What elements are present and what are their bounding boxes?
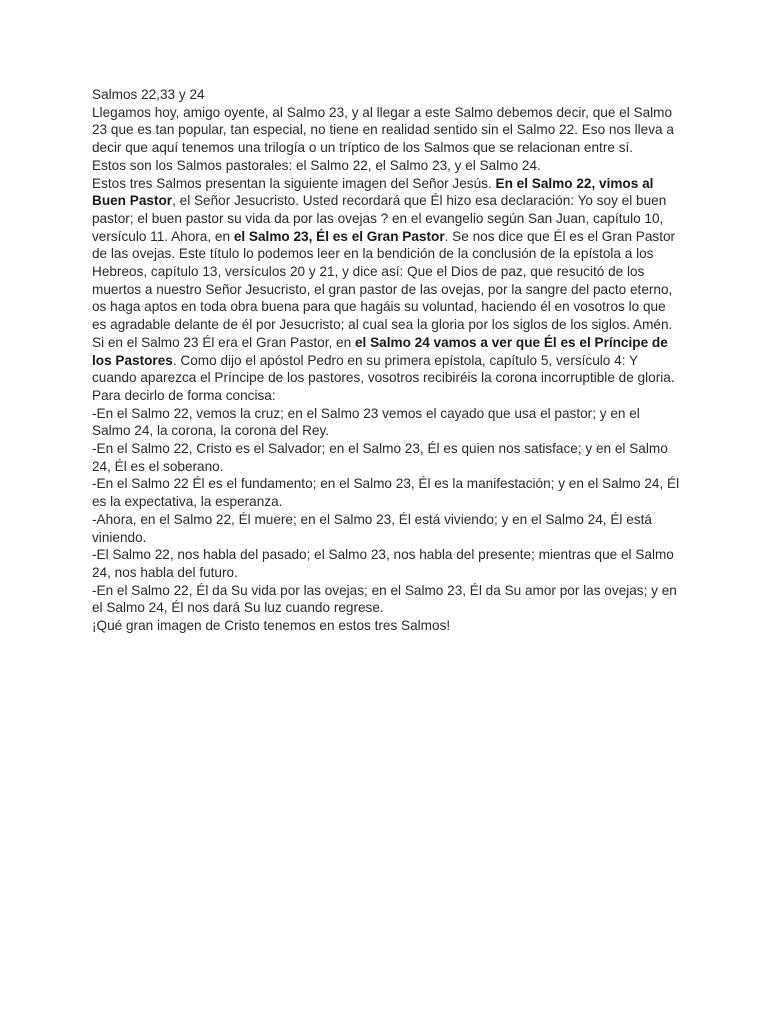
paragraph-three-psalms — [92, 175, 682, 387]
list-item: -El Salmo 22, nos habla del pasado; el Salmo 23, nos habla del presente; mientras que el Salmo 24, nos habla del futuro. — [92, 547, 674, 580]
bold-text-great-shepherd: el Salmo 23, Él es el Gran Pastor — [233, 228, 445, 244]
list-item: -En el Salmo 22 Él es el fundamento; en el Salmo 23, Él es la manifestación; y en el Salmo 24, Él es la expectativa, la esperanza. — [92, 476, 680, 510]
list-item: -En el Salmo 22, Él da Su vida por las ovejas; en el Salmo 23, Él da Su amor por las ovejas; y en el Salmo 24, Él nos dará Su luz cuando regrese. — [92, 582, 677, 616]
list-item: -En el Salmo 22, Cristo es el Salvador; en el Salmo 23, Él es quien nos satisface; y en el Salmo 24, Él es el soberano. — [92, 441, 668, 474]
bold-text-chief-shepherd: el Salmo 24 vamos a ver que Él es el Príncipe de los Pastores — [92, 334, 668, 368]
document-page — [92, 86, 682, 635]
text-span: Estos tres Salmos presentan la siguiente imagen del Señor Jesús. — [92, 175, 496, 191]
list-item: -En el Salmo 22, vemos la cruz; en el Salmo 23 vemos el cayado que usa el pastor; y en el Salmo 24, la corona, la corona del Rey. — [92, 405, 640, 439]
text-span: . Como dijo el apóstol Pedro en su primera epístola, capítulo 5, versículo 4: Y cuando aparezca el Príncipe de los pastores, vosotros recibiréis la corona incorruptible de gloria. — [92, 352, 675, 386]
text-span: , el Señor Jesucristo. Usted recordará que Él hizo esa declaración: Yo soy el buen pastor; el buen pastor su vida da por las ovejas ? en el evangelio según San Juan, capítulo 10, versículo 11. Ahora, en — [92, 193, 667, 244]
paragraph-intro: Llegamos hoy, amigo oyente, al Salmo 23, y al llegar a este Salmo debemos decir, que el Salmo 23 que es tan popular, tan especial, no tiene en realidad sentido sin el Salmo 22. Eso nos lleva a decir que aquí tenemos una trilogía o un tríptico de los Salmos que se relacionan entre sí. — [92, 104, 674, 156]
paragraph-pastoral-psalms: Estos son los Salmos pastorales: el Salmo 22, el Salmo 23, y el Salmo 24. — [92, 157, 541, 173]
closing-line: ¡Qué gran imagen de Cristo tenemos en estos tres Salmos! — [92, 618, 451, 634]
document-title: Salmos 22,33 y 24 — [92, 87, 205, 102]
text-span: . Se nos dice que Él es el Gran Pastor de las ovejas. Este título lo podemos leer en la bendición de la conclusión de la epístola a los Hebreos, capítulo 13, versículos 20 y 21, y dice así: Que el Dios de paz, que resucitó de los muertos a nuestro Señor Jesucristo, el gran pastor de las ovejas, por la sangre del pacto eterno, os haga aptos en toda obra buena para que hagáis su voluntad, haciendo él en vosotros lo que es agradable delante de él por Jesucristo; al cual sea la gloria por los siglos de los siglos. Amén. Si en el Salmo 23 Él era el Gran Pastor, en — [92, 228, 676, 350]
paragraph-concise: Para decirlo de forma concisa: — [92, 387, 276, 403]
bold-text-good-shepherd: En el Salmo 22, vimos al Buen Pastor — [92, 175, 654, 209]
list-item: -Ahora, en el Salmo 22, Él muere; en el Salmo 23, Él está viviendo; y en el Salmo 24, Él está viniendo. — [92, 511, 652, 545]
